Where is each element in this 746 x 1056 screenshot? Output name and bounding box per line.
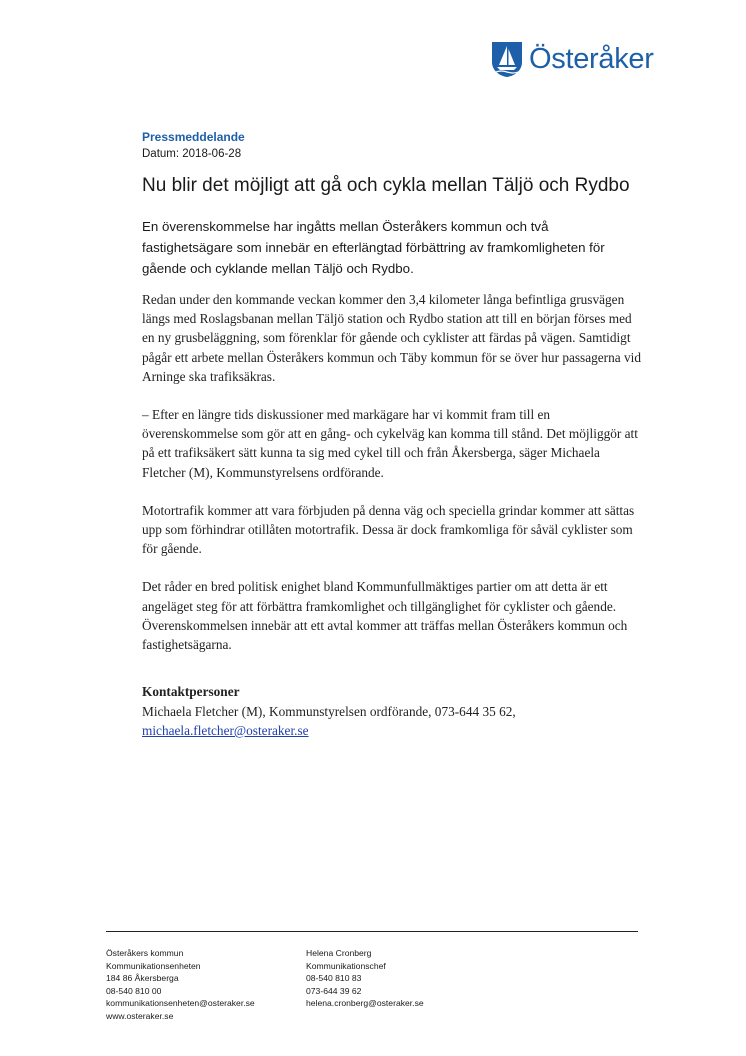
footer-address: 184 86 Åkersberga — [106, 973, 179, 984]
contact-heading: Kontaktpersoner — [142, 684, 240, 699]
lead-paragraph: En överenskommelse har ingåtts mellan Österåkers kommun och två fastighetsägare som innebär en efterlängtad förbättring av framkomligheten för gående och cyklande mellan Täljö och Rydbo. — [142, 219, 605, 276]
footer-org-name: Österåkers kommun — [106, 948, 184, 958]
footer-contact-name: Helena Cronberg — [306, 948, 372, 958]
footer-department: Kommunikationsenheten — [106, 960, 201, 971]
article-body — [142, 290, 642, 673]
body-paragraph-2: – Efter en längre tids diskussioner med markägare har vi kommit fram till en överenskommelse som gör att en gång- och cykelväg kan komma till stånd. Det möjliggör att på ett trafiksäkert sätt kunna ta sig med cykel till och från Åkersberga, säger Michaela Fletcher (M), Kommunstyrelsens ordförande. — [142, 407, 638, 480]
footer-divider — [106, 931, 638, 932]
footer-contact-phone: 08-540 810 83 — [306, 973, 362, 984]
footer-contact-email: helena.cronberg@osteraker.se — [306, 998, 424, 1009]
press-release-label: Pressmeddelande — [142, 130, 245, 144]
logo-text: Österåker — [529, 42, 654, 75]
osteraker-logo — [490, 40, 654, 78]
footer-left — [106, 947, 255, 1023]
footer-contact-title: Kommunikationschef — [306, 960, 386, 971]
contact-email-link[interactable]: michaela.fletcher@osteraker.se — [142, 723, 309, 738]
release-date: Datum: 2018-06-28 — [142, 148, 242, 160]
footer-website: www.osteraker.se — [106, 1010, 174, 1021]
footer-email: kommunikationsenheten@osteraker.se — [106, 998, 255, 1009]
sailboat-shield-icon — [490, 40, 524, 78]
body-paragraph-3: Motortrafik kommer att vara förbjuden på denna väg och speciella grindar kommer att sättas upp som förhindrar otillåten motortrafik. Dessa är dock framkomliga för såväl cyklister som för gående. — [142, 502, 635, 557]
footer-right — [306, 947, 424, 1010]
contact-line: Michaela Fletcher (M), Kommunstyrelsen ordförande, 073-644 35 62, — [142, 703, 516, 719]
contact-section — [142, 682, 642, 741]
body-paragraph-4: Det råder en bred politisk enighet bland Kommunfullmäktiges partier om att detta är ett angeläget steg för att förbättra framkomlighet och tillgänglighet för cyklister och gående. Överenskommelsen innebär att ett avtal kommer att träffas mellan Österåkers kommun och fastighetsägarna. — [142, 579, 628, 653]
body-paragraph-1: Redan under den kommande veckan kommer den 3,4 kilometer långa befintliga grusvägen längs med Roslagsbanan mellan Täljö station och Rydbo station att till en början förses med en ny grusbeläggning, som förenklar för gående och cyklister att färdas på vägen. Samtidigt pågår ett arbete mellan Österåkers kommun och Täby kommun för se över hur passagerna vid Arninge ska trafiksäkras. — [142, 292, 641, 384]
footer-phone: 08-540 810 00 — [106, 985, 162, 996]
footer-contact-mobile: 073-644 39 62 — [306, 985, 362, 996]
page-title: Nu blir det möjligt att gå och cykla mellan Täljö och Rydbo — [142, 175, 630, 196]
